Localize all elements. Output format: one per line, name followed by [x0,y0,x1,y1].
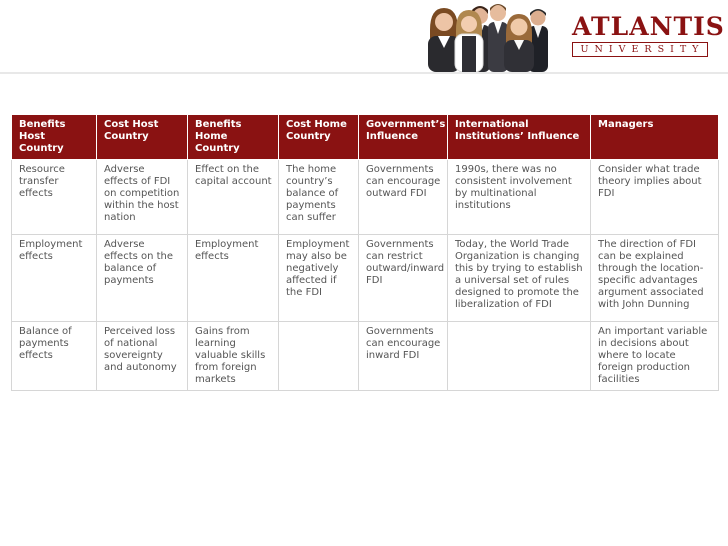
table-row [12,235,719,322]
logo-wordmark: ATLANTIS [572,12,725,41]
table-cell: Resource transfer effects [12,160,97,235]
table-cell: Adverse effects of FDI on competition within the host nation [97,160,188,235]
table-cell: Governments can encourage inward FDI [359,322,448,391]
column-header: Benefits Home Country [188,115,279,160]
table-cell: Adverse effects on the balance of payments [97,235,188,322]
table-cell: Balance of payments effects [12,322,97,391]
person-front-center [455,10,483,72]
table-row [12,160,719,235]
column-header: Managers [591,115,719,160]
table-cell: Governments can encourage outward FDI [359,160,448,235]
table-row [12,322,719,391]
table-cell: An important variable in decisions about where to locate foreign production facilities [591,322,719,391]
column-header: Benefits Host Country [12,115,97,160]
table-cell: Today, the World Trade Organization is changing this by trying to establish a universal set of rules designed to promote the liberalization of FDI [448,235,591,322]
table-cell: The direction of FDI can be explained through the location-specific advantages argument associated with John Dunning [591,235,719,322]
column-header: International Institutions’ Influence [448,115,591,160]
table-cell: 1990s, there was no consistent involvement by multinational institutions [448,160,591,235]
table-cell: Employment effects [188,235,279,322]
business-team-photo [418,0,566,72]
header-divider [0,72,728,74]
table-cell: Employment may also be negatively affected if the FDI [279,235,359,322]
table-cell [448,322,591,391]
university-logo [572,12,725,60]
table-cell: Effect on the capital account [188,160,279,235]
table-cell: Perceived loss of national sovereignty and autonomy [97,322,188,391]
column-header: Cost Host Country [97,115,188,160]
logo-subtitle: UNIVERSITY [572,42,708,57]
table-cell: Employment effects [12,235,97,322]
column-header: Government’s Influence [359,115,448,160]
table-cell: Gains from learning valuable skills from foreign markets [188,322,279,391]
table-cell: Consider what trade theory implies about FDI [591,160,719,235]
table-cell [279,322,359,391]
person-front-center-left [504,14,534,72]
table-cell: The home country’s balance of payments can suffer [279,160,359,235]
table-cell: Governments can restrict outward/inward FDI [359,235,448,322]
table-header-row [12,115,719,160]
column-header: Cost Home Country [279,115,359,160]
fdi-comparison-table [11,114,719,391]
